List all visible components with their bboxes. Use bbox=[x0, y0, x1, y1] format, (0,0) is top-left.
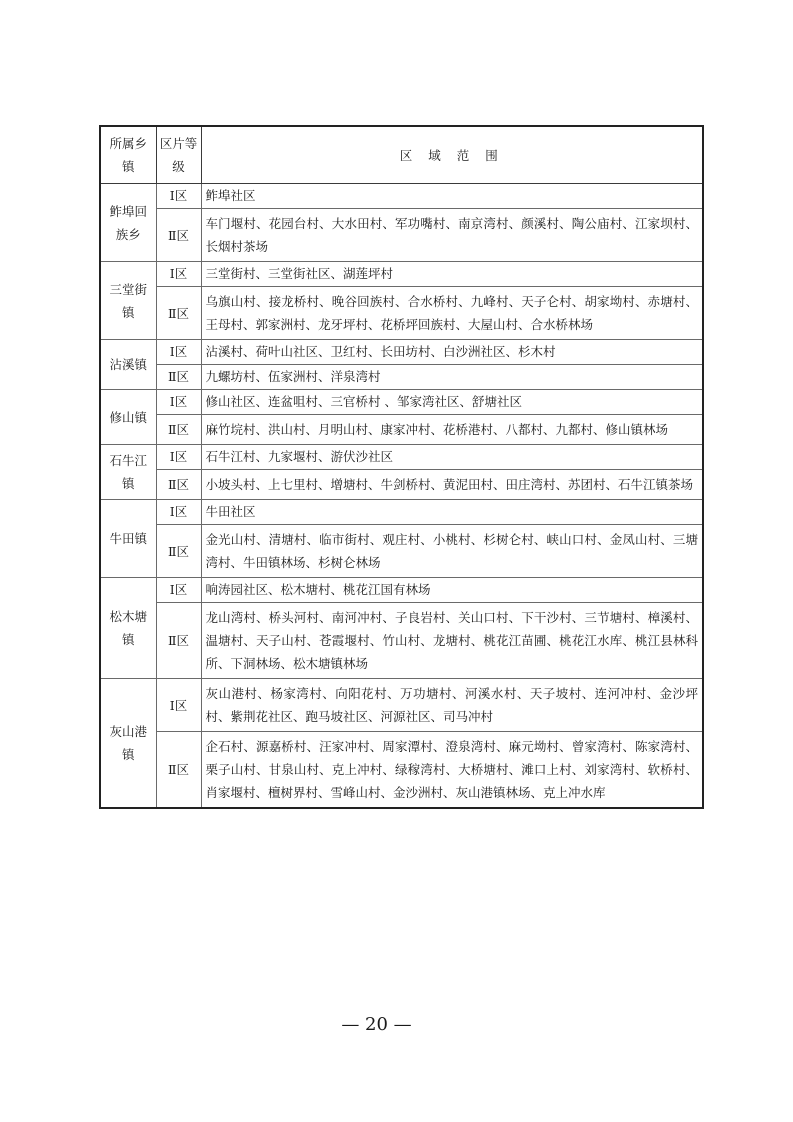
zone-grade: Ⅱ区 bbox=[156, 732, 201, 809]
zone-grade: Ⅰ区 bbox=[156, 340, 201, 365]
zone-table bbox=[99, 125, 704, 809]
zone-scope: 修山社区、连盆咀村、三官桥村 、邹家湾社区、舒塘社区 bbox=[201, 390, 703, 415]
zone-grade: Ⅰ区 bbox=[156, 500, 201, 525]
table-row bbox=[100, 679, 703, 732]
table-row bbox=[100, 603, 703, 679]
table-row bbox=[100, 287, 703, 340]
zone-grade: Ⅰ区 bbox=[156, 390, 201, 415]
table-row bbox=[100, 209, 703, 262]
zone-scope: 小坡头村、上七里村、增塘村、牛剑桥村、黄泥田村、田庄湾村、苏团村、石牛江镇茶场 bbox=[201, 470, 703, 500]
zone-grade: Ⅰ区 bbox=[156, 184, 201, 209]
zone-grade: Ⅰ区 bbox=[156, 262, 201, 287]
zone-grade: Ⅱ区 bbox=[156, 415, 201, 445]
zone-scope: 龙山湾村、桥头河村、南河冲村、子良岩村、关山口村、下干沙村、三节塘村、樟溪村、温塘村、天子山村、苍霞堰村、竹山村、龙塘村、桃花江苗圃、桃花江水库、桃江县林科所、下洞林场、松木塘镇林场 bbox=[201, 603, 703, 679]
table-header-row bbox=[100, 126, 703, 184]
header-scope: 区 域 范 围 bbox=[201, 126, 703, 184]
zone-scope: 车门堰村、花园台村、大水田村、军功嘴村、南京湾村、颜溪村、陶公庙村、江家坝村、长烟村茶场 bbox=[201, 209, 703, 262]
zone-scope: 企石村、源嘉桥村、汪家冲村、周家潭村、澄泉湾村、麻元坳村、曾家湾村、陈家湾村、栗子山村、甘泉山村、克上冲村、绿稼湾村、大桥塘村、滩口上村、刘家湾村、软桥村、肖家堰村、檀树界村、雪峰山村、金沙洲村、灰山港镇林场、克上冲水库 bbox=[201, 732, 703, 809]
zone-grade: Ⅱ区 bbox=[156, 365, 201, 390]
table-row bbox=[100, 184, 703, 209]
zone-grade: Ⅱ区 bbox=[156, 470, 201, 500]
zone-scope: 鲊埠社区 bbox=[201, 184, 703, 209]
town-name: 鲊埠回族乡 bbox=[100, 184, 156, 262]
table-row bbox=[100, 500, 703, 525]
table-row bbox=[100, 365, 703, 390]
zone-scope: 金光山村、清塘村、临市街村、观庄村、小桃村、杉树仑村、峡山口村、金凤山村、三塘湾村、牛田镇林场、杉树仑林场 bbox=[201, 525, 703, 578]
table-row bbox=[100, 732, 703, 809]
table-row bbox=[100, 262, 703, 287]
town-name: 牛田镇 bbox=[100, 500, 156, 578]
town-name: 松木塘镇 bbox=[100, 578, 156, 679]
town-name: 灰山港镇 bbox=[100, 679, 156, 809]
table-row bbox=[100, 525, 703, 578]
town-name: 修山镇 bbox=[100, 390, 156, 445]
town-name: 沾溪镇 bbox=[100, 340, 156, 390]
zone-scope: 三堂街村、三堂街社区、湖莲坪村 bbox=[201, 262, 703, 287]
zone-scope: 麻竹垸村、洪山村、月明山村、康家冲村、花桥港村、八都村、九都村、修山镇林场 bbox=[201, 415, 703, 445]
table-row bbox=[100, 578, 703, 603]
table-row bbox=[100, 415, 703, 445]
zone-scope: 灰山港村、杨家湾村、向阳花村、万功塘村、河溪水村、天子坡村、连河冲村、金沙坪村、紫荆花社区、跑马坡社区、河源社区、司马冲村 bbox=[201, 679, 703, 732]
zone-grade: Ⅰ区 bbox=[156, 679, 201, 732]
table-row bbox=[100, 445, 703, 470]
zone-grade: Ⅱ区 bbox=[156, 287, 201, 340]
zone-grade: Ⅱ区 bbox=[156, 209, 201, 262]
header-town: 所属乡镇 bbox=[100, 126, 156, 184]
zone-scope: 沾溪村、荷叶山社区、卫红村、长田坊村、白沙洲社区、杉木村 bbox=[201, 340, 703, 365]
zone-scope: 乌旗山村、接龙桥村、晚谷回族村、合水桥村、九峰村、天子仑村、胡家坳村、赤塘村、王母村、郭家洲村、龙牙坪村、花桥坪回族村、大屋山村、合水桥林场 bbox=[201, 287, 703, 340]
zone-grade: Ⅱ区 bbox=[156, 525, 201, 578]
header-grade: 区片等级 bbox=[156, 126, 201, 184]
zone-grade: Ⅱ区 bbox=[156, 603, 201, 679]
page-number: — 20 — bbox=[341, 1014, 412, 1035]
table-row bbox=[100, 390, 703, 415]
zone-scope: 响涛园社区、松木塘村、桃花江国有林场 bbox=[201, 578, 703, 603]
zone-scope: 九螺坊村、伍家洲村、洋泉湾村 bbox=[201, 365, 703, 390]
table-row bbox=[100, 470, 703, 500]
zone-grade: Ⅰ区 bbox=[156, 578, 201, 603]
town-name: 三堂街镇 bbox=[100, 262, 156, 340]
zone-grade: Ⅰ区 bbox=[156, 445, 201, 470]
zone-scope: 牛田社区 bbox=[201, 500, 703, 525]
town-name: 石牛江镇 bbox=[100, 445, 156, 500]
zone-scope: 石牛江村、九家堰村、游伏沙社区 bbox=[201, 445, 703, 470]
table-row bbox=[100, 340, 703, 365]
